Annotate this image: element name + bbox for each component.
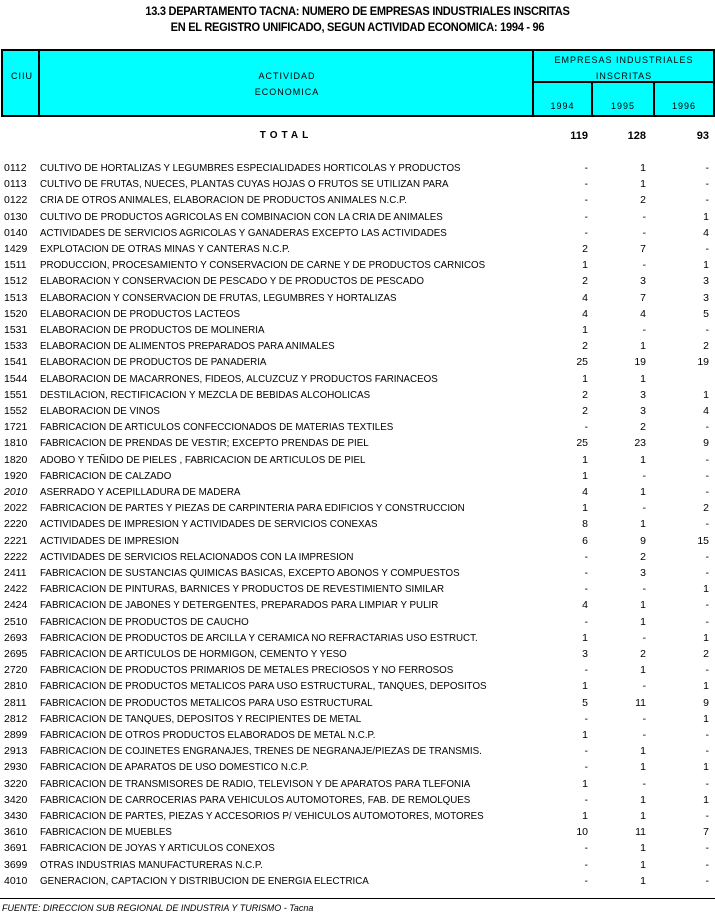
- ciiu-code: 2022: [4, 502, 28, 515]
- value-1996: 4: [703, 405, 709, 417]
- value-1994: 4: [582, 291, 588, 304]
- ciiu-code: 0112: [4, 162, 27, 174]
- activity-description: FABRICACION DE PRODUCTOS METALICOS PARA USO ESTRUCTURAL: [40, 696, 373, 709]
- table-row: [0, 875, 715, 891]
- value-1994: -: [584, 874, 588, 887]
- value-1995: 3: [640, 388, 646, 401]
- activity-description: FABRICACION DE PRODUCTOS DE CAUCHO: [40, 615, 249, 628]
- table-row: [0, 389, 715, 405]
- value-1994: -: [584, 664, 588, 677]
- value-1996: -: [705, 486, 709, 498]
- value-1994: -: [584, 761, 588, 774]
- header-divider: [38, 51, 40, 115]
- value-1994: 8: [582, 518, 588, 531]
- value-1996: 2: [703, 648, 709, 660]
- value-1995: 3: [640, 275, 646, 288]
- value-1994: 2: [582, 340, 588, 353]
- activity-description: FABRICACION DE PRODUCTOS DE ARCILLA Y CERAMICA NO REFRACTARIAS USO ESTRUCT.: [40, 631, 478, 644]
- activity-description: FABRICACION DE PRODUCTOS METALICOS PARA USO ESTRUCTURAL, TANQUES, DEPOSITOS: [40, 680, 487, 693]
- activity-description: ASERRADO Y ACEPILLADURA DE MADERA: [40, 486, 241, 498]
- ciiu-code: 1721: [4, 421, 28, 434]
- table-row: [0, 859, 715, 875]
- value-1995: 3: [640, 405, 646, 417]
- table-row: [0, 680, 715, 696]
- value-1996: -: [705, 615, 709, 628]
- value-1994: 1: [582, 324, 588, 336]
- total-label: TOTAL: [259, 130, 313, 141]
- value-1995: 1: [640, 615, 646, 628]
- value-1994: 6: [582, 534, 588, 547]
- value-1994: 1: [582, 631, 588, 644]
- ciiu-code: 1552: [4, 405, 28, 417]
- table-row: [0, 583, 715, 599]
- header-empresas: EMPRESAS INDUSTRIALES: [554, 55, 694, 65]
- ciiu-code: 2695: [4, 648, 28, 660]
- value-1996: 1: [703, 631, 709, 644]
- activity-description: ELABORACION DE PRODUCTOS DE MOLINERIA: [40, 324, 265, 336]
- value-1996: 3: [703, 275, 709, 288]
- table-row: [0, 664, 715, 680]
- value-1994: 1: [582, 680, 588, 693]
- value-1995: 1: [640, 518, 646, 531]
- ciiu-code: 2221: [4, 534, 28, 547]
- value-1996: 3: [703, 291, 709, 304]
- value-1995: 1: [640, 178, 646, 191]
- table-row: [0, 178, 715, 194]
- value-1994: 2: [582, 388, 588, 401]
- ciiu-code: 2693: [4, 631, 28, 644]
- value-1995: 1: [640, 453, 646, 466]
- ciiu-code: 2510: [4, 615, 28, 628]
- ciiu-code: 3610: [4, 826, 28, 839]
- value-1995: -: [642, 469, 646, 482]
- value-1995: 1: [640, 810, 646, 822]
- value-1995: 1: [640, 486, 646, 498]
- ciiu-code: 3220: [4, 777, 28, 790]
- footer-divider: [0, 898, 715, 899]
- total-1996: 93: [696, 130, 709, 142]
- value-1996: -: [705, 567, 709, 579]
- value-1995: 1: [640, 745, 646, 758]
- value-1995: -: [642, 502, 646, 515]
- ciiu-code: 4010: [4, 874, 28, 887]
- activity-description: ELABORACION Y CONSERVACION DE FRUTAS, LEGUMBRES Y HORTALIZAS: [40, 291, 397, 304]
- table-row: [0, 567, 715, 583]
- value-1994: 5: [582, 696, 588, 709]
- value-1995: 7: [640, 291, 646, 304]
- table-row: [0, 340, 715, 356]
- value-1994: -: [584, 615, 588, 628]
- activity-description: DESTILACION, RECTIFICACION Y MEZCLA DE BEBIDAS ALCOHOLICAS: [40, 388, 371, 401]
- activity-description: ACTIVIDADES DE SERVICIOS RELACIONADOS CON LA IMPRESION: [40, 550, 354, 563]
- table-row: [0, 356, 715, 372]
- activity-description: ELABORACION DE PRODUCTOS LACTEOS: [40, 307, 241, 320]
- ciiu-code: 2422: [4, 583, 28, 596]
- value-1996: -: [705, 664, 709, 677]
- total-1994: 119: [570, 130, 588, 142]
- value-1994: -: [584, 583, 588, 596]
- activity-description: FABRICACION DE APARATOS DE USO DOMESTICO N.C.P.: [40, 761, 309, 774]
- value-1996: 1: [703, 712, 709, 725]
- activity-description: FABRICACION DE COJINETES ENGRANAJES, TRENES DE NEGRANAJE/PIEZAS DE TRANSMIS.: [40, 745, 482, 758]
- value-1995: 9: [640, 534, 646, 547]
- ciiu-code: 2812: [4, 712, 28, 725]
- table-row: [0, 794, 715, 810]
- value-1994: 2: [582, 243, 588, 255]
- value-1996: 1: [703, 793, 709, 806]
- header-year-1994: 1994: [550, 101, 575, 111]
- activity-description: ACTIVIDADES DE IMPRESION Y ACTIVIDADES DE SERVICIOS CONEXAS: [40, 518, 378, 531]
- value-1994: 4: [582, 307, 588, 320]
- table-row: [0, 761, 715, 777]
- ciiu-code: 2899: [4, 729, 28, 741]
- value-1996: -: [705, 599, 709, 612]
- header-inscritas: INSCRITAS: [595, 71, 653, 81]
- value-1994: 1: [582, 777, 588, 790]
- value-1995: 2: [640, 648, 646, 660]
- table-row: [0, 826, 715, 842]
- value-1995: 7: [640, 243, 646, 255]
- value-1996: -: [705, 421, 709, 434]
- value-1996: -: [705, 518, 709, 531]
- table-row: [0, 194, 715, 210]
- value-1996: 9: [703, 696, 709, 709]
- table-header: [1, 49, 715, 117]
- table-row: [0, 373, 715, 389]
- value-1995: -: [642, 712, 646, 725]
- value-1994: 25: [576, 437, 588, 450]
- header-year-1996: 1996: [671, 101, 697, 111]
- activity-description: FABRICACION DE CARROCERIAS PARA VEHICULOS AUTOMOTORES, FAB. DE REMOLQUES: [40, 793, 471, 806]
- value-1996: -: [705, 243, 709, 255]
- activity-description: FABRICACION DE JABONES Y DETERGENTES, PREPARADOS PARA LIMPIAR Y PULIR: [40, 599, 439, 612]
- table-row: [0, 713, 715, 729]
- activity-description: FABRICACION DE PARTES, PIEZAS Y ACCESORIOS P/ VEHICULOS AUTOMOTORES, MOTORES: [40, 810, 484, 822]
- ciiu-code: 1513: [4, 291, 28, 304]
- activity-description: ELABORACION DE MACARRONES, FIDEOS, ALCUZCUZ Y PRODUCTOS FARINACEOS: [40, 372, 438, 385]
- ciiu-code: 2720: [4, 664, 28, 677]
- value-1996: 1: [703, 761, 709, 774]
- activity-description: GENERACION, CAPTACION Y DISTRIBUCION DE ENERGIA ELECTRICA: [40, 874, 369, 887]
- activity-description: ELABORACION Y CONSERVACION DE PESCADO Y DE PRODUCTOS DE PESCADO: [40, 275, 425, 288]
- value-1996: 1: [703, 680, 709, 693]
- activity-description: ADOBO Y TEÑIDO DE PIELES , FABRICACION DE ARTICULOS DE PIEL: [40, 453, 366, 466]
- table-row: [0, 810, 715, 826]
- ciiu-code: 0113: [4, 178, 27, 191]
- activity-description: CRIA DE OTROS ANIMALES, ELABORACION DE PRODUCTOS ANIMALES N.C.P.: [40, 194, 408, 207]
- value-1994: -: [584, 421, 588, 434]
- value-1995: 1: [640, 874, 646, 887]
- header-divider: [534, 81, 713, 83]
- ciiu-code: 1512: [4, 275, 28, 288]
- value-1996: -: [705, 745, 709, 758]
- value-1994: -: [584, 194, 588, 207]
- table-row: [0, 243, 715, 259]
- ciiu-code: 1429: [4, 243, 28, 255]
- value-1995: 1: [640, 162, 646, 174]
- table-title-line1: 13.3 DEPARTAMENTO TACNA: NUMERO DE EMPRESAS INDUSTRIALES INSCRITAS: [145, 4, 570, 18]
- value-1994: 1: [582, 502, 588, 515]
- table-row: [0, 697, 715, 713]
- total-1995: 128: [627, 130, 646, 142]
- activity-description: FABRICACION DE JOYAS Y ARTICULOS CONEXOS: [40, 842, 275, 855]
- value-1995: -: [642, 226, 646, 239]
- table-row: [0, 470, 715, 486]
- value-1995: -: [642, 777, 646, 790]
- value-1995: 1: [640, 599, 646, 612]
- value-1994: 25: [576, 356, 588, 369]
- activity-description: ELABORACION DE PRODUCTOS DE PANADERIA: [40, 356, 267, 369]
- value-1996: -: [705, 469, 709, 482]
- header-actividad: ACTIVIDAD: [258, 71, 316, 81]
- ciiu-code: 3691: [4, 842, 28, 855]
- ciiu-code: 2411: [4, 567, 27, 579]
- value-1994: 1: [582, 259, 588, 272]
- ciiu-code: 2913: [4, 745, 28, 758]
- ciiu-code: 1544: [4, 372, 28, 385]
- activity-description: FABRICACION DE OTROS PRODUCTOS ELABORADOS DE METAL N.C.P.: [40, 729, 376, 741]
- value-1996: -: [705, 858, 709, 871]
- ciiu-code: 2010: [4, 486, 28, 498]
- value-1994: -: [584, 210, 588, 223]
- activity-description: FABRICACION DE TANQUES, DEPOSITOS Y RECIPIENTES DE METAL: [40, 712, 362, 725]
- activity-description: ELABORACION DE VINOS: [40, 405, 160, 417]
- value-1996: 1: [703, 259, 709, 272]
- value-1994: -: [584, 226, 588, 239]
- ciiu-code: 2811: [4, 696, 27, 709]
- ciiu-code: 3699: [4, 858, 28, 871]
- table-row: [0, 648, 715, 664]
- value-1995: 2: [640, 550, 646, 563]
- value-1994: 1: [582, 810, 588, 822]
- value-1996: 1: [703, 583, 709, 596]
- ciiu-code: 1511: [4, 259, 27, 272]
- table-row: [0, 292, 715, 308]
- value-1994: -: [584, 745, 588, 758]
- table-row: [0, 778, 715, 794]
- ciiu-code: 2220: [4, 518, 28, 531]
- value-1996: 15: [697, 534, 709, 547]
- value-1994: -: [584, 550, 588, 563]
- table-row: [0, 616, 715, 632]
- activity-description: FABRICACION DE SUSTANCIAS QUIMICAS BASICAS, EXCEPTO ABONOS Y COMPUESTOS: [40, 567, 460, 579]
- table-row: [0, 454, 715, 470]
- value-1996: 7: [703, 826, 709, 839]
- value-1994: 1: [582, 453, 588, 466]
- value-1995: -: [642, 210, 646, 223]
- value-1994: -: [584, 842, 588, 855]
- activity-description: FABRICACION DE PINTURAS, BARNICES Y PRODUCTOS DE REVESTIMIENTO SIMILAR: [40, 583, 445, 596]
- activity-description: OTRAS INDUSTRIAS MANUFACTURERAS N.C.P.: [40, 858, 263, 871]
- ciiu-code: 1541: [4, 356, 28, 369]
- table-row: [0, 324, 715, 340]
- value-1996: -: [705, 453, 709, 466]
- value-1994: -: [584, 858, 588, 871]
- ciiu-code: 1810: [4, 437, 28, 450]
- table-row: [0, 502, 715, 518]
- table-row: [0, 518, 715, 534]
- value-1996: -: [705, 178, 709, 191]
- ciiu-code: 0130: [4, 210, 28, 223]
- table-row: [0, 535, 715, 551]
- value-1995: -: [642, 259, 646, 272]
- value-1995: 2: [640, 194, 646, 207]
- activity-description: CULTIVO DE PRODUCTOS AGRICOLAS EN COMBINACION CON LA CRIA DE ANIMALES: [40, 210, 443, 223]
- value-1994: 1: [582, 372, 588, 385]
- value-1994: 1: [582, 469, 588, 482]
- activity-description: CULTIVO DE FRUTAS, NUECES, PLANTAS CUYAS HOJAS O FRUTOS SE UTILIZAN PARA: [40, 178, 449, 191]
- value-1995: -: [642, 631, 646, 644]
- ciiu-code: 3430: [4, 810, 28, 822]
- value-1996: -: [705, 194, 709, 207]
- activity-description: ACTIVIDADES DE SERVICIOS AGRICOLAS Y GANADERAS EXCEPTO LAS ACTIVIDADES: [40, 226, 447, 239]
- value-1994: 4: [582, 599, 588, 612]
- activity-description: CULTIVO DE HORTALIZAS Y LEGUMBRES ESPECIALIDADES HORTICOLAS Y PRODUCTOS: [40, 162, 461, 174]
- activity-description: FABRICACION DE ARTICULOS CONFECCIONADOS DE MATERIAS TEXTILES: [40, 421, 394, 434]
- value-1996: 19: [697, 356, 709, 369]
- ciiu-code: 0140: [4, 226, 28, 239]
- table-row: [0, 421, 715, 437]
- value-1996: -: [705, 324, 709, 336]
- value-1996: -: [705, 777, 709, 790]
- value-1996: -: [705, 810, 709, 822]
- value-1994: 4: [582, 486, 588, 498]
- ciiu-code: 1531: [4, 324, 28, 336]
- table-row: [0, 551, 715, 567]
- value-1996: 1: [703, 388, 709, 401]
- header-economica: ECONOMICA: [254, 87, 320, 97]
- value-1996: 2: [703, 502, 709, 515]
- value-1995: 4: [640, 307, 646, 320]
- activity-description: FABRICACION DE TRANSMISORES DE RADIO, TELEVISON Y DE APARATOS PARA TLEFONIA: [40, 777, 471, 790]
- value-1994: 1: [582, 729, 588, 741]
- ciiu-code: 1533: [4, 340, 28, 353]
- activity-description: ACTIVIDADES DE IMPRESION: [40, 534, 179, 547]
- value-1996: 4: [703, 226, 709, 239]
- ciiu-code: 1551: [4, 388, 28, 401]
- value-1995: 23: [634, 437, 646, 450]
- table-row: [0, 437, 715, 453]
- value-1996: -: [705, 162, 709, 174]
- value-1994: 3: [582, 648, 588, 660]
- table-row: [0, 227, 715, 243]
- value-1996: -: [705, 729, 709, 741]
- ciiu-code: 2810: [4, 680, 28, 693]
- activity-description: EXPLOTACION DE OTRAS MINAS Y CANTERAS N.C.P.: [40, 243, 290, 255]
- value-1994: -: [584, 712, 588, 725]
- header-ciiu: CIIU: [11, 71, 33, 81]
- value-1995: 1: [640, 664, 646, 677]
- ciiu-code: 3420: [4, 793, 28, 806]
- ciiu-code: 1520: [4, 307, 28, 320]
- activity-description: PRODUCCION, PROCESAMIENTO Y CONSERVACION DE CARNE Y DE PRODUCTOS CARNICOS: [40, 259, 486, 272]
- table-row: [0, 745, 715, 761]
- table-row: [0, 308, 715, 324]
- value-1995: -: [642, 324, 646, 336]
- table-row: [0, 162, 715, 178]
- value-1996: 9: [703, 437, 709, 450]
- value-1995: -: [642, 680, 646, 693]
- table-row: [0, 632, 715, 648]
- value-1994: 2: [582, 405, 588, 417]
- value-1994: 2: [582, 275, 588, 288]
- activity-description: FABRICACION DE MUEBLES: [40, 826, 172, 839]
- value-1995: 1: [640, 793, 646, 806]
- table-title-line2: EN EL REGISTRO UNIFICADO, SEGUN ACTIVIDAD ECONOMICA: 1994 - 96: [170, 20, 545, 34]
- value-1995: 1: [640, 340, 646, 353]
- activity-description: FABRICACION DE PRODUCTOS PRIMARIOS DE METALES PRECIOSOS Y NO FERROSOS: [40, 664, 454, 677]
- ciiu-code: 2930: [4, 761, 28, 774]
- value-1995: 1: [640, 761, 646, 774]
- value-1995: 1: [640, 842, 646, 855]
- ciiu-code: 0122: [4, 194, 28, 207]
- ciiu-code: 2222: [4, 550, 28, 563]
- value-1995: 11: [635, 826, 646, 839]
- value-1996: -: [705, 550, 709, 563]
- table-row: [0, 259, 715, 275]
- value-1996: -: [705, 842, 709, 855]
- value-1995: 2: [640, 421, 646, 434]
- table-row: [0, 842, 715, 858]
- value-1994: -: [584, 567, 588, 579]
- table-row: [0, 405, 715, 421]
- value-1995: 1: [640, 858, 646, 871]
- ciiu-code: 1920: [4, 469, 28, 482]
- value-1996: -: [705, 874, 709, 887]
- activity-description: FABRICACION DE PRENDAS DE VESTIR; EXCEPTO PRENDAS DE PIEL: [40, 437, 369, 450]
- value-1995: -: [642, 583, 646, 596]
- value-1995: 19: [634, 356, 646, 369]
- value-1994: -: [584, 793, 588, 806]
- ciiu-code: 2424: [4, 599, 28, 612]
- value-1995: 11: [635, 696, 646, 709]
- value-1996: 1: [703, 210, 709, 223]
- source-note: FUENTE: DIRECCION SUB REGIONAL DE INDUSTRIA Y TURISMO - Tacna: [2, 903, 314, 913]
- value-1996: 5: [703, 307, 709, 320]
- table-row: [0, 599, 715, 615]
- ciiu-code: 1820: [4, 453, 28, 466]
- header-year-1995: 1995: [610, 101, 636, 111]
- table-row: [0, 275, 715, 291]
- activity-description: FABRICACION DE PARTES Y PIEZAS DE CARPINTERIA PARA EDIFICIOS Y CONSTRUCCION: [40, 502, 465, 515]
- table-row: [0, 729, 715, 745]
- value-1994: 10: [576, 826, 588, 839]
- value-1994: -: [584, 178, 588, 191]
- table-row: [0, 486, 715, 502]
- activity-description: ELABORACION DE ALIMENTOS PREPARADOS PARA ANIMALES: [40, 340, 335, 353]
- value-1994: -: [584, 162, 588, 174]
- value-1996: 2: [703, 340, 709, 353]
- activity-description: FABRICACION DE ARTICULOS DE HORMIGON, CEMENTO Y YESO: [40, 648, 347, 660]
- value-1995: 3: [640, 567, 646, 579]
- table-row: [0, 211, 715, 227]
- value-1995: 1: [640, 372, 646, 385]
- activity-description: FABRICACION DE CALZADO: [40, 469, 172, 482]
- value-1995: -: [642, 729, 646, 741]
